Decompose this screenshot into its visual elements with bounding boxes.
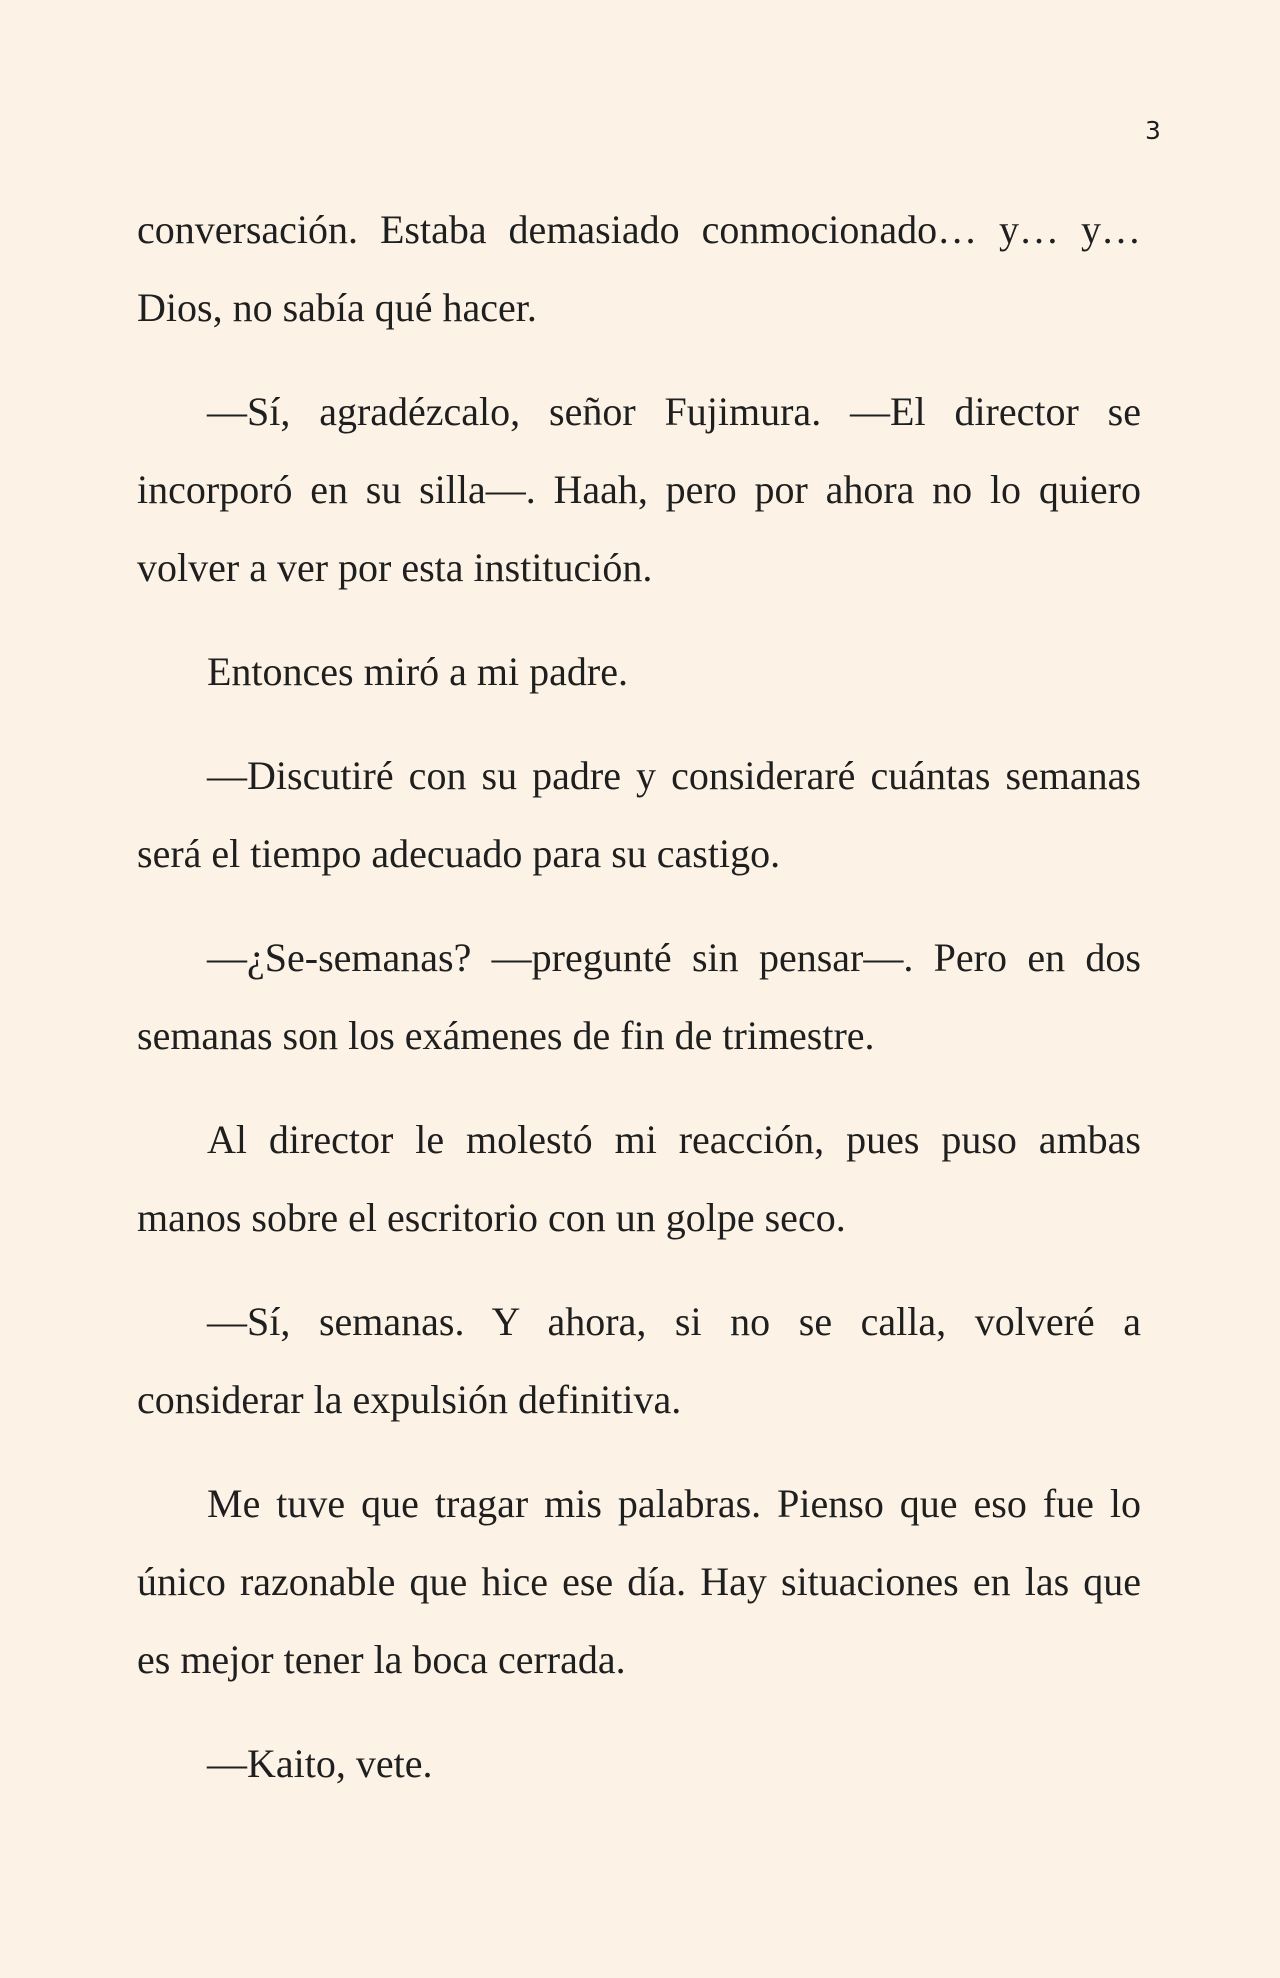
paragraph: Al director le molestó mi reacción, pues puso ambas manos sobre el escritorio con un golpe seco.	[137, 1117, 1141, 1240]
paragraph: —¿Se-semanas? —pregunté sin pensar—. Pero en dos semanas son los exámenes de fin de trimestre.	[137, 935, 1141, 1058]
paragraph: —Sí, agradézcalo, señor Fujimura. —El director se incorporó en su silla—. Haah, pero por ahora no lo quiero volver a ver por esta institución.	[137, 389, 1141, 590]
paragraph: Me tuve que tragar mis palabras. Pienso que eso fue lo único razonable que hice ese día. Hay situaciones en las que es mejor tener la boca cerrada.	[137, 1481, 1141, 1682]
paragraph: —Kaito, vete.	[207, 1741, 433, 1786]
page-number: 3	[1145, 116, 1161, 145]
paragraph: —Sí, semanas. Y ahora, si no se calla, volveré a considerar la expulsión definitiva.	[137, 1299, 1141, 1422]
body-text	[137, 191, 1141, 1829]
paragraph: —Discutiré con su padre y consideraré cuántas semanas será el tiempo adecuado para su castigo.	[137, 753, 1141, 876]
paragraph: Entonces miró a mi padre.	[207, 649, 628, 694]
paragraph: conversación. Estaba demasiado conmocionado… y… y… Dios, no sabía qué hacer.	[137, 207, 1141, 330]
